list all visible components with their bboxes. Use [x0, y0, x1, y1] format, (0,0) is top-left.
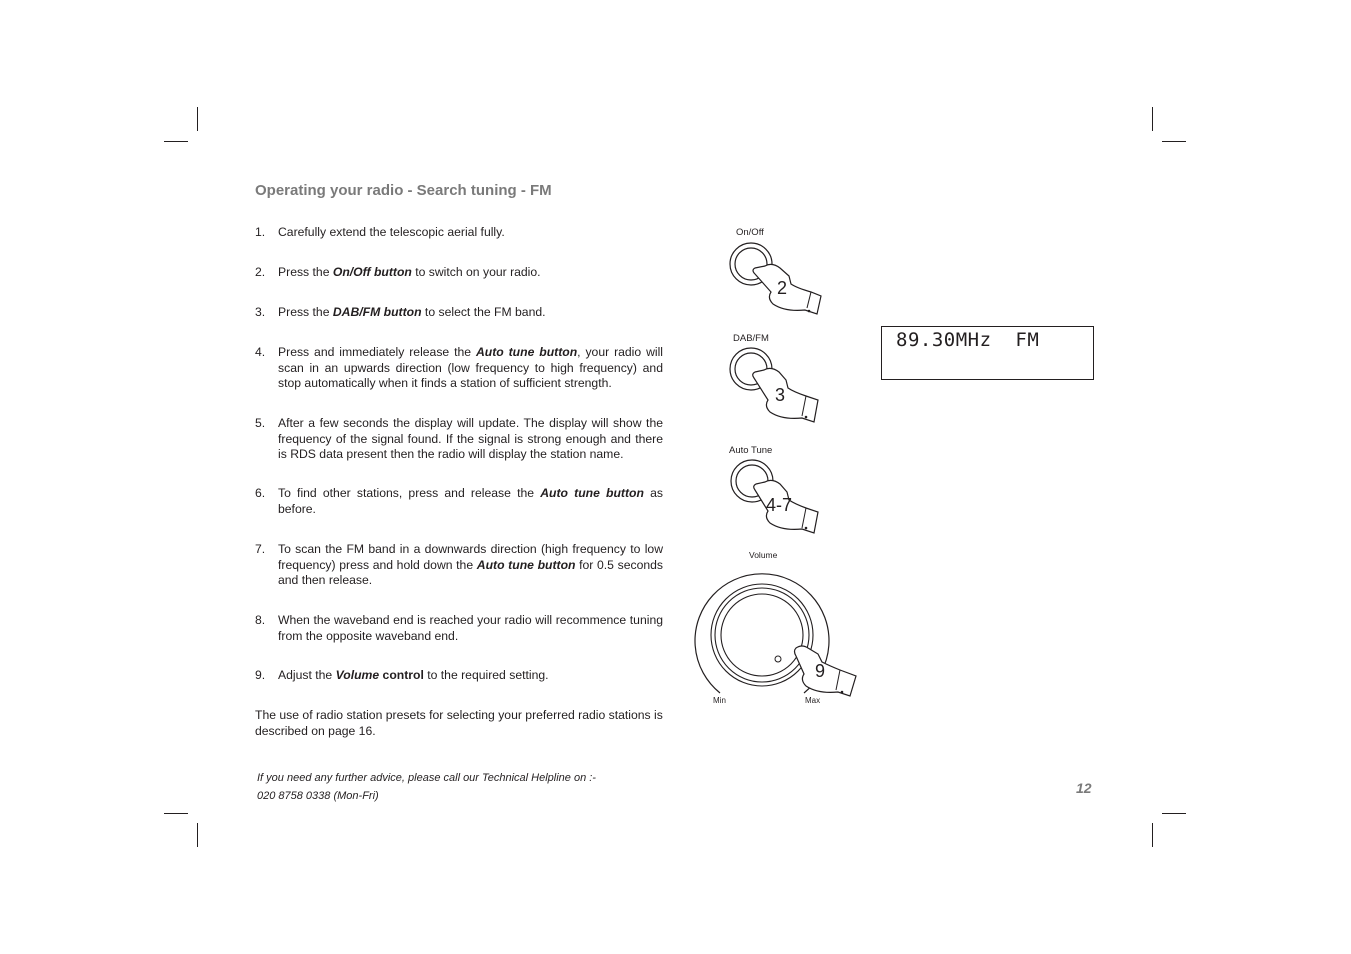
volume-label: Volume	[749, 550, 778, 560]
crop-mark	[164, 141, 188, 142]
step-text-part: To find other stations, press and release the	[278, 486, 541, 500]
step-text-part: Carefully extend the telescopic aerial fully.	[278, 225, 505, 239]
step-text	[278, 225, 663, 241]
crop-mark	[197, 107, 198, 131]
crop-mark	[197, 823, 198, 847]
step-text-part: , your radio will scan in an upwards direction (low frequency to high frequency) and stop automatically when it finds a station of sufficient strength.	[278, 345, 663, 390]
step-text-part: to select the FM band.	[421, 305, 546, 319]
helpline-text: If you need any further advice, please call our Technical Helpline on :-	[257, 772, 596, 784]
step-number: 4.	[255, 345, 266, 359]
step-emphasis: Auto tune button	[540, 486, 644, 500]
step-number: 6.	[255, 486, 266, 500]
step-emphasis: control	[379, 668, 424, 682]
onoff-label: On/Off	[736, 227, 764, 238]
volume-max-label: Max	[805, 696, 821, 705]
dabfm-label: DAB/FM	[733, 333, 769, 344]
crop-mark	[1152, 823, 1153, 847]
step-item	[255, 265, 663, 281]
step-item	[255, 305, 663, 321]
autotune-label: Auto Tune	[729, 445, 773, 456]
volume-min-label: Min	[713, 696, 726, 705]
step-emphasis: Volume	[335, 668, 380, 682]
step-text	[278, 345, 663, 392]
step-text-part: for 0.5 seconds and then release.	[278, 557, 663, 587]
step-text-part: Press the	[278, 305, 333, 319]
step-emphasis: DAB/FM button	[332, 305, 422, 319]
step-text	[278, 305, 663, 321]
crop-mark	[164, 813, 188, 814]
step-badge: 9	[815, 661, 826, 681]
step-text	[278, 668, 663, 684]
step-text-part: To scan the FM band in a downwards direction (high frequency to low frequency) press and hold down the	[278, 542, 663, 572]
display-frequency: 89.30MHz FM	[896, 329, 1040, 351]
step-text	[278, 265, 663, 281]
radio-display	[881, 326, 1094, 380]
step-text	[278, 542, 663, 589]
step-badge: 2	[777, 278, 788, 298]
step-item	[255, 416, 663, 463]
crop-mark	[1162, 141, 1186, 142]
page-title: Operating your radio - Search tuning - FM	[255, 182, 552, 199]
pointing-hand-icon	[753, 368, 818, 422]
step-text-part: Adjust the	[278, 668, 336, 682]
step-text	[278, 486, 663, 517]
step-emphasis: Auto tune button	[476, 557, 576, 572]
step-item	[255, 345, 663, 392]
step-number: 3.	[255, 305, 266, 319]
dabfm-button-illustration	[722, 346, 822, 426]
step-badge: 3	[775, 385, 786, 405]
step-item	[255, 542, 663, 589]
step-number: 7.	[255, 542, 266, 556]
step-text	[278, 416, 663, 463]
step-text-part: to switch on your radio.	[411, 265, 541, 279]
step-text-part: Press the	[278, 265, 333, 279]
step-item	[255, 225, 663, 241]
step-text-part: as before.	[278, 486, 663, 516]
step-number: 8.	[255, 613, 266, 627]
step-number: 1.	[255, 225, 266, 239]
onoff-button-illustration	[725, 240, 825, 320]
step-text-part: When the waveband end is reached your radio will recommence tuning from the opposite waveband end.	[278, 613, 663, 643]
step-number: 5.	[255, 416, 266, 430]
volume-knob-illustration	[690, 562, 860, 702]
step-text-part: Press and immediately release the	[278, 345, 476, 359]
outro-paragraph: The use of radio station presets for selecting your preferred radio stations is described on page 16.	[255, 708, 663, 738]
crop-mark	[1152, 107, 1153, 131]
pointing-hand-icon	[795, 646, 857, 696]
step-text-part: to the required setting.	[423, 668, 549, 682]
page-number: 12	[1076, 780, 1092, 796]
step-emphasis: On/Off button	[332, 265, 412, 279]
step-number: 9.	[255, 668, 266, 682]
step-item	[255, 613, 663, 644]
step-number: 2.	[255, 265, 266, 279]
crop-mark	[1162, 813, 1186, 814]
step-text	[278, 613, 663, 644]
step-item	[255, 668, 663, 684]
helpline-phone: 020 8758 0338 (Mon-Fri)	[257, 790, 379, 802]
step-badge: 4-7	[766, 495, 793, 515]
step-emphasis: Auto tune button	[475, 345, 578, 359]
step-item	[255, 486, 663, 517]
step-text-part: After a few seconds the display will update. The display will show the frequency of the signal found. If the signal is strong enough and there is RDS data present then the radio will display the station name.	[278, 416, 663, 461]
helpline-note	[257, 769, 596, 805]
